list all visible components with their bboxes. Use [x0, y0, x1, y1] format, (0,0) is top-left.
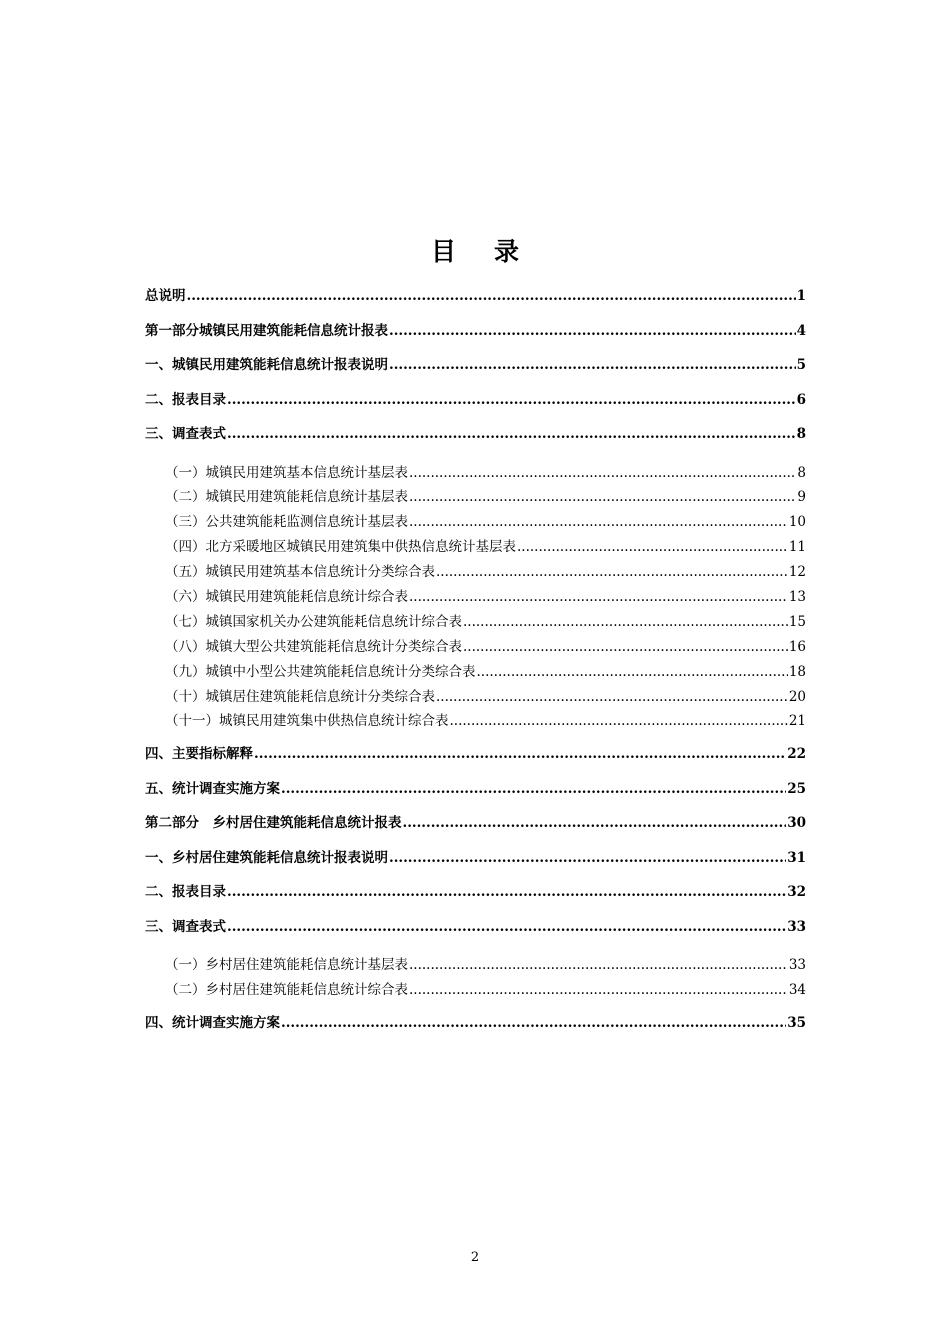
toc-entry-page: 30 [787, 815, 806, 832]
toc-entry-label: （二）城镇民用建筑能耗信息统计基层表 [165, 489, 408, 506]
toc-dot-leader [227, 879, 786, 905]
toc-dot-leader [409, 486, 796, 508]
toc-entry[interactable] [145, 914, 806, 949]
toc-entry-page: 32 [787, 884, 806, 901]
toc-dot-leader [227, 914, 786, 940]
toc-entry[interactable] [145, 536, 806, 561]
toc-entry-label: （一）乡村居住建筑能耗信息统计基层表 [165, 957, 408, 974]
toc-entry[interactable] [145, 636, 806, 661]
toc-entry-label: 一、城镇民用建筑能耗信息统计报表说明 [145, 357, 388, 373]
toc-entry[interactable] [145, 686, 806, 711]
toc-dot-leader [409, 979, 788, 1001]
toc-entry-label: 五、统计调查实施方案 [145, 780, 280, 797]
toc-entry[interactable] [145, 845, 806, 880]
toc-dot-leader [463, 611, 788, 633]
toc-entry[interactable] [145, 462, 806, 487]
toc-entry-label: （一）城镇民用建筑基本信息统计基层表 [165, 464, 408, 481]
toc-entry-page: 5 [796, 357, 806, 373]
toc-entry-page: 22 [787, 746, 806, 763]
toc-entry-page: 25 [787, 780, 806, 797]
toc-entry[interactable] [145, 879, 806, 914]
toc-entry[interactable] [145, 318, 806, 353]
toc-dot-leader [409, 462, 796, 484]
toc-entry-page: 8 [797, 464, 806, 481]
toc-entry[interactable] [145, 1010, 806, 1045]
toc-entry[interactable] [145, 776, 806, 811]
toc-entry[interactable] [145, 421, 806, 456]
toc-entry-page: 34 [788, 982, 806, 999]
toc-entry-label: 四、主要指标解释 [145, 746, 253, 763]
toc-entry-page: 4 [796, 322, 806, 339]
toc-dot-leader [227, 421, 796, 447]
toc-dot-leader [403, 810, 787, 836]
toc-entry[interactable] [145, 511, 806, 536]
toc-entry-label: （八）城镇大型公共建筑能耗信息统计分类综合表 [165, 638, 462, 655]
toc-dot-leader [409, 586, 788, 608]
toc-dot-leader [187, 283, 796, 309]
toc-dot-leader [477, 661, 788, 683]
toc-entry[interactable] [145, 741, 806, 776]
toc-entry-page: 10 [788, 514, 806, 531]
toc-entry-label: （十一）城镇民用建筑集中供热信息统计综合表 [165, 713, 449, 730]
toc-entry-page: 13 [788, 588, 806, 605]
toc-entry[interactable] [145, 586, 806, 611]
toc-entry-label: 四、统计调查实施方案 [145, 1015, 280, 1032]
toc-entry-page: 6 [796, 391, 806, 408]
toc-entry-page: 33 [787, 918, 806, 935]
toc-entry[interactable] [145, 561, 806, 586]
toc-entry-label: （五）城镇民用建筑基本信息统计分类综合表 [165, 564, 435, 581]
toc-entry-page: 8 [796, 426, 806, 442]
toc-entry-label: （四）北方采暖地区城镇民用建筑集中供热信息统计基层表 [165, 539, 516, 556]
toc-entry[interactable] [145, 283, 806, 318]
toc-dot-leader [463, 636, 788, 658]
toc-entry-page: 9 [797, 489, 806, 506]
toc-dot-leader [227, 387, 796, 413]
toc-entry[interactable] [145, 979, 806, 1004]
toc-entry[interactable] [145, 387, 806, 422]
toc-entry-label: 第二部分 乡村居住建筑能耗信息统计报表 [145, 815, 402, 832]
toc-entry[interactable] [145, 661, 806, 686]
toc-entry-page: 35 [787, 1015, 806, 1032]
toc-entry-label: （九）城镇中小型公共建筑能耗信息统计分类综合表 [165, 663, 476, 680]
toc-dot-leader [281, 776, 786, 802]
toc-entry-label: （七）城镇国家机关办公建筑能耗信息统计综合表 [165, 613, 462, 630]
toc-dot-leader [409, 511, 788, 533]
toc-entry[interactable] [145, 611, 806, 636]
toc-entry-label: 二、报表目录 [145, 391, 226, 408]
page-number: 2 [470, 1250, 480, 1265]
toc-dot-leader [517, 536, 788, 558]
toc-entry-label: 二、报表目录 [145, 884, 226, 901]
toc-entry-label: （二）乡村居住建筑能耗信息统计综合表 [165, 982, 408, 999]
toc-dot-leader [436, 561, 788, 583]
toc-entry-label: （六）城镇民用建筑能耗信息统计综合表 [165, 588, 408, 605]
toc-entry[interactable] [145, 352, 806, 387]
toc-entry[interactable] [145, 954, 806, 979]
toc-title: 目录 [430, 237, 557, 266]
toc-entry[interactable] [145, 486, 806, 511]
toc-entry-page: 11 [788, 539, 806, 556]
toc-entry-label: 总说明 [145, 288, 186, 304]
toc-entry-label: （十）城镇居住建筑能耗信息统计分类综合表 [165, 688, 435, 705]
toc-entry-page: 33 [788, 957, 806, 974]
toc-entry-page: 15 [788, 613, 806, 630]
toc-entry-label: 第一部分城镇民用建筑能耗信息统计报表 [145, 322, 388, 339]
toc-dot-leader [389, 845, 786, 871]
toc-entry-page: 18 [788, 663, 806, 680]
toc-dot-leader [254, 741, 786, 767]
toc-entry-label: 三、调查表式 [145, 918, 226, 935]
toc-entry-page: 1 [796, 288, 806, 304]
toc-entry-label: 三、调查表式 [145, 426, 226, 442]
toc-entry-page: 16 [788, 638, 806, 655]
toc-dot-leader [389, 318, 796, 344]
toc-entry[interactable] [145, 810, 806, 845]
toc-dot-leader [409, 954, 788, 976]
toc-entry-page: 12 [788, 564, 806, 581]
toc-dot-leader [389, 352, 796, 378]
toc-entry-page: 21 [788, 713, 806, 730]
toc-entry[interactable] [145, 710, 806, 735]
toc-entry-page: 31 [787, 849, 806, 866]
table-of-contents [145, 283, 806, 1045]
toc-dot-leader [281, 1010, 786, 1036]
toc-entry-page: 20 [788, 688, 806, 705]
toc-dot-leader [450, 710, 788, 732]
toc-entry-label: 一、乡村居住建筑能耗信息统计报表说明 [145, 849, 388, 866]
toc-entry-label: （三）公共建筑能耗监测信息统计基层表 [165, 514, 408, 531]
toc-dot-leader [436, 686, 788, 708]
